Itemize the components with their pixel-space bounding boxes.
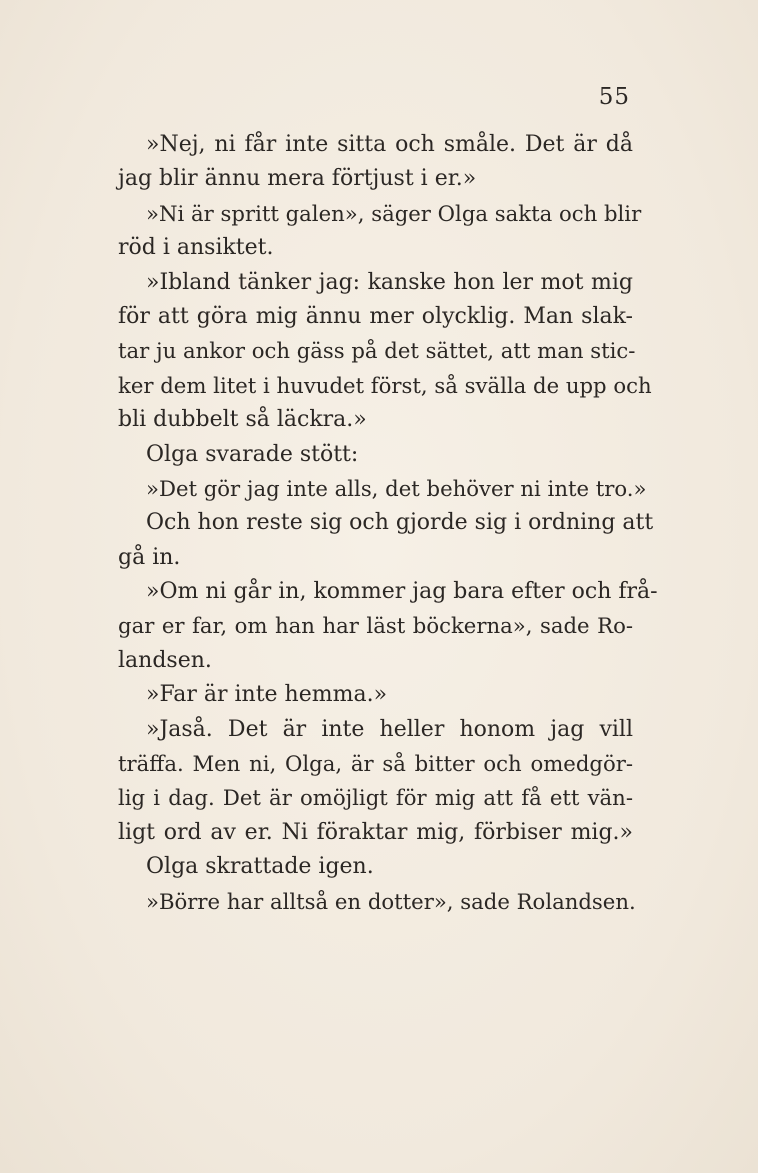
text-line: Och hon reste sig och gjorde sig i ordning att xyxy=(146,510,654,536)
text-line: träffa. Men ni, Olga, är så bitter och omedgör- xyxy=(118,751,633,777)
text-line: landsen. xyxy=(118,647,212,673)
text-line: för att göra mig ännu mer olycklig. Man slak- xyxy=(118,303,633,329)
text-line: »Ni är spritt galen», säger Olga sakta och blir xyxy=(146,200,642,226)
text-line: lig i dag. Det är omöjligt för mig att få ett vän- xyxy=(118,785,633,811)
text-line: »Om ni går in, kommer jag bara efter och frå- xyxy=(146,579,658,605)
text-line: »Börre har alltså en dotter», sade Rolandsen. xyxy=(146,888,636,914)
text-line: »Far är inte hemma.» xyxy=(146,682,388,708)
page-number: 55 xyxy=(598,84,630,110)
text-line: Olga skrattade igen. xyxy=(146,854,374,880)
text-line: »Ibland tänker jag: kanske hon ler mot mig xyxy=(146,269,633,295)
text-line: »Jaså. Det är inte heller honom jag vill xyxy=(146,716,633,742)
text-line: bli dubbelt så läckra.» xyxy=(118,407,367,433)
text-line: ligt ord av er. Ni föraktar mig, förbiser mig.» xyxy=(118,819,633,845)
text-line: ker dem litet i huvudet först, så svälla de upp och xyxy=(118,372,652,398)
text-line: röd i ansiktet. xyxy=(118,235,274,261)
text-line: jag blir ännu mera förtjust i er.» xyxy=(118,166,477,192)
text-line: tar ju ankor och gäss på det sättet, att man stic- xyxy=(118,338,636,364)
text-line: gå in. xyxy=(118,544,181,570)
text-line: gar er far, om han har läst böckerna», sade Ro- xyxy=(118,613,633,639)
body-text xyxy=(118,128,658,919)
text-line: »Det gör jag inte alls, det behöver ni inte tro.» xyxy=(146,475,647,501)
text-line: Olga svarade stött: xyxy=(146,441,359,467)
text-line: »Nej, ni får inte sitta och småle. Det är då xyxy=(146,132,633,157)
